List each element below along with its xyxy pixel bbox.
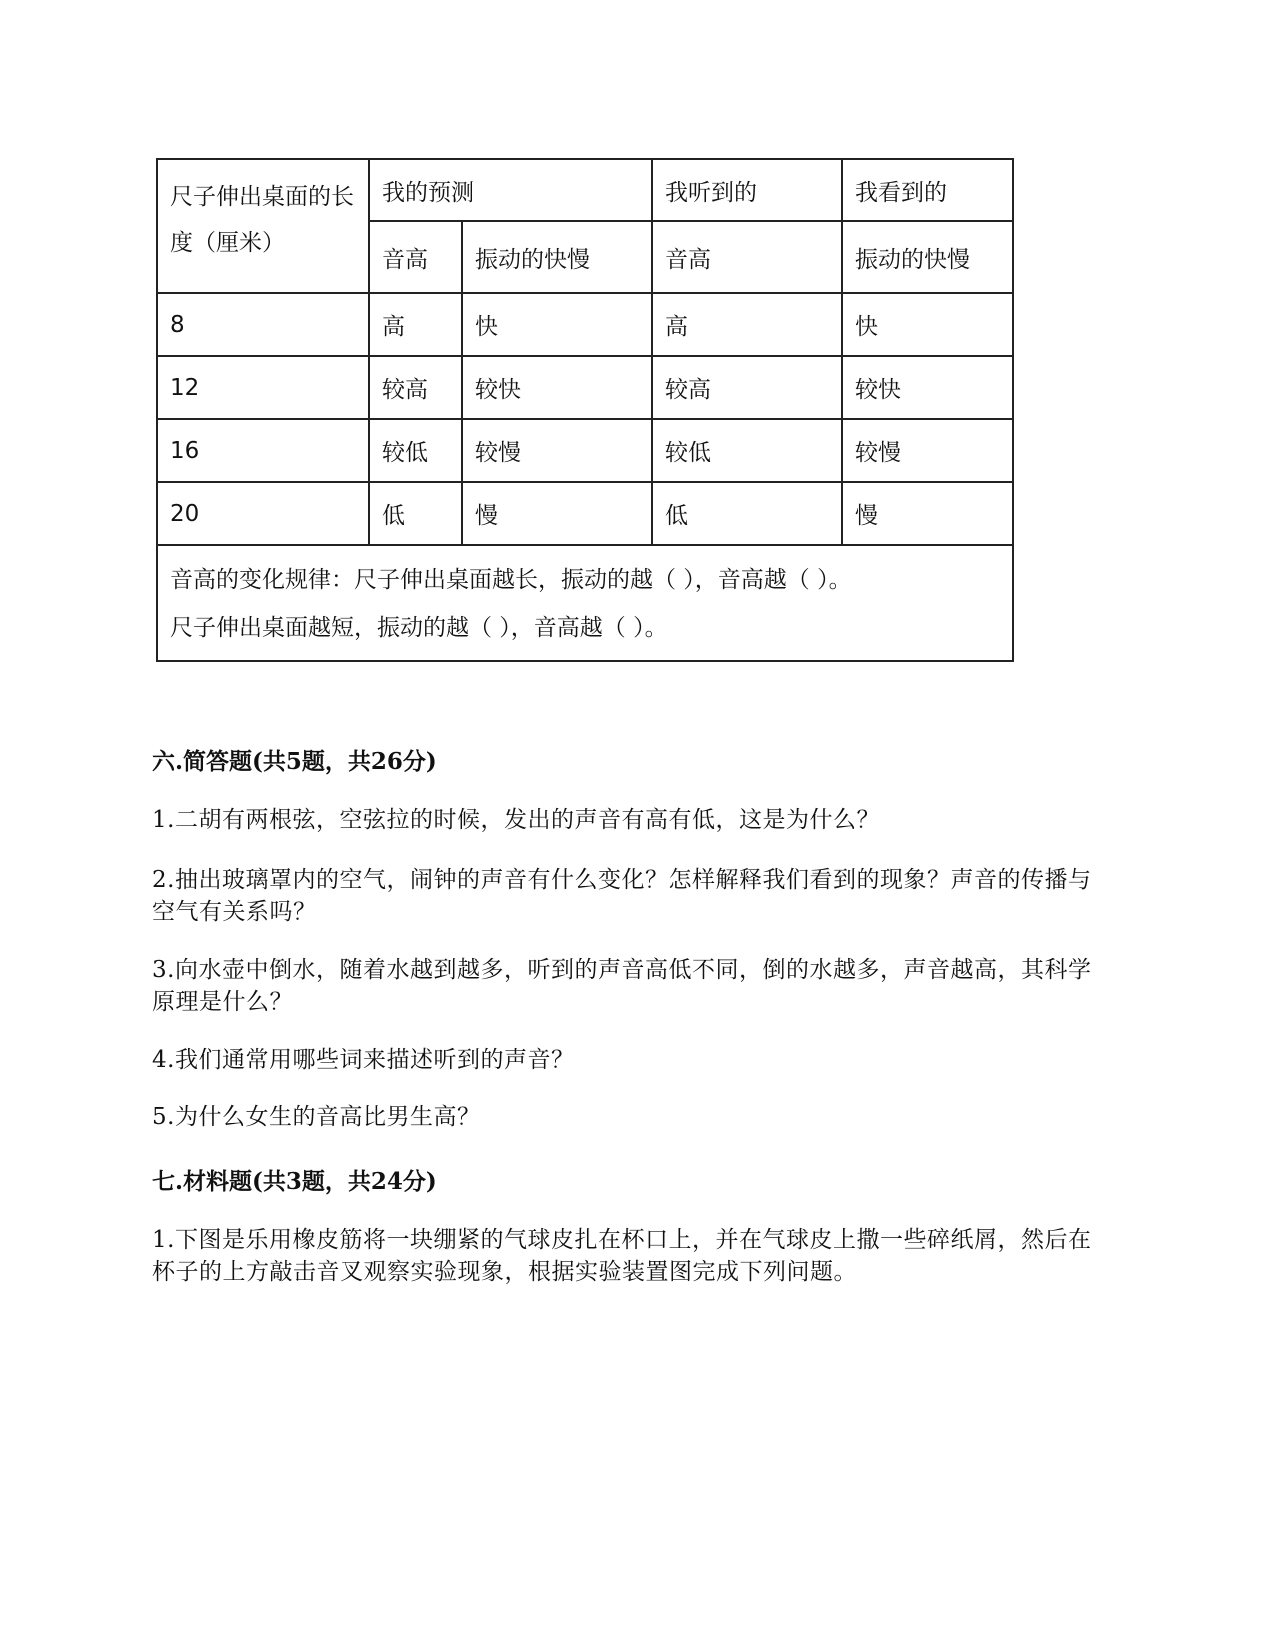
table-cell: 较慢 [462, 419, 652, 482]
table-cell: 慢 [842, 482, 1013, 545]
question-6-1: 1.二胡有两根弦，空弦拉的时候，发出的声音有高有低，这是为什么？ [152, 807, 880, 833]
table-cell: 较高 [369, 356, 462, 419]
table-cell: 高 [652, 293, 842, 356]
subheader-vibration: 振动的快慢 [842, 221, 1013, 293]
table-cell: 较低 [369, 419, 462, 482]
experiment-table [156, 158, 1014, 662]
rule-line-2: 尺子伸出桌面越短，振动的越（ ），音高越（ ）。 [170, 615, 668, 641]
table-cell: 较高 [652, 356, 842, 419]
table-cell: 低 [369, 482, 462, 545]
table-cell: 较快 [462, 356, 652, 419]
rule-row [157, 545, 1013, 661]
length-cell: 20 [157, 482, 369, 545]
table-header-row [157, 159, 1013, 221]
question-6-5: 5.为什么女生的音高比男生高？ [152, 1104, 481, 1130]
question-6-4: 4.我们通常用哪些词来描述听到的声音？ [152, 1047, 575, 1073]
rule-line-1: 音高的变化规律：尺子伸出桌面越长，振动的越（ ），音高越（ ）。 [170, 567, 852, 593]
subheader-pitch: 音高 [652, 221, 842, 293]
table-cell: 快 [462, 293, 652, 356]
table-cell: 较快 [842, 356, 1013, 419]
length-cell: 8 [157, 293, 369, 356]
rule-cell [157, 545, 1013, 661]
table-cell: 慢 [462, 482, 652, 545]
experiment-table-container [156, 158, 1012, 662]
table-cell: 较低 [652, 419, 842, 482]
table-cell: 低 [652, 482, 842, 545]
subheader-pitch: 音高 [369, 221, 462, 293]
table-row [157, 356, 1013, 419]
subheader-vibration: 振动的快慢 [462, 221, 652, 293]
table-row [157, 482, 1013, 545]
question-6-3: 3.向水壶中倒水，随着水越到越多，听到的声音高低不同，倒的水越多，声音越高，其科学原理是什么？ [152, 957, 1092, 1015]
prediction-header: 我的预测 [369, 159, 652, 221]
table-row [157, 419, 1013, 482]
section-six-title: 六.简答题(共5题，共26分) [152, 748, 437, 775]
question-7-1: 1.下图是乐用橡皮筋将一块绷紧的气球皮扎在杯口上，并在气球皮上撒一些碎纸屑，然后在杯子的上方敲击音叉观察实验现象，根据实验装置图完成下列问题。 [152, 1227, 1092, 1285]
question-6-2: 2.抽出玻璃罩内的空气，闹钟的声音有什么变化？怎样解释我们看到的现象？声音的传播与空气有关系吗？ [152, 867, 1092, 925]
section-seven-title: 七.材料题(共3题，共24分) [152, 1168, 437, 1195]
seen-header: 我看到的 [842, 159, 1013, 221]
heard-header: 我听到的 [652, 159, 842, 221]
length-cell: 16 [157, 419, 369, 482]
table-cell: 较慢 [842, 419, 1013, 482]
length-header: 尺子伸出桌面的长度（厘米） [157, 159, 369, 293]
table-cell: 快 [842, 293, 1013, 356]
length-cell: 12 [157, 356, 369, 419]
table-row [157, 293, 1013, 356]
table-cell: 高 [369, 293, 462, 356]
